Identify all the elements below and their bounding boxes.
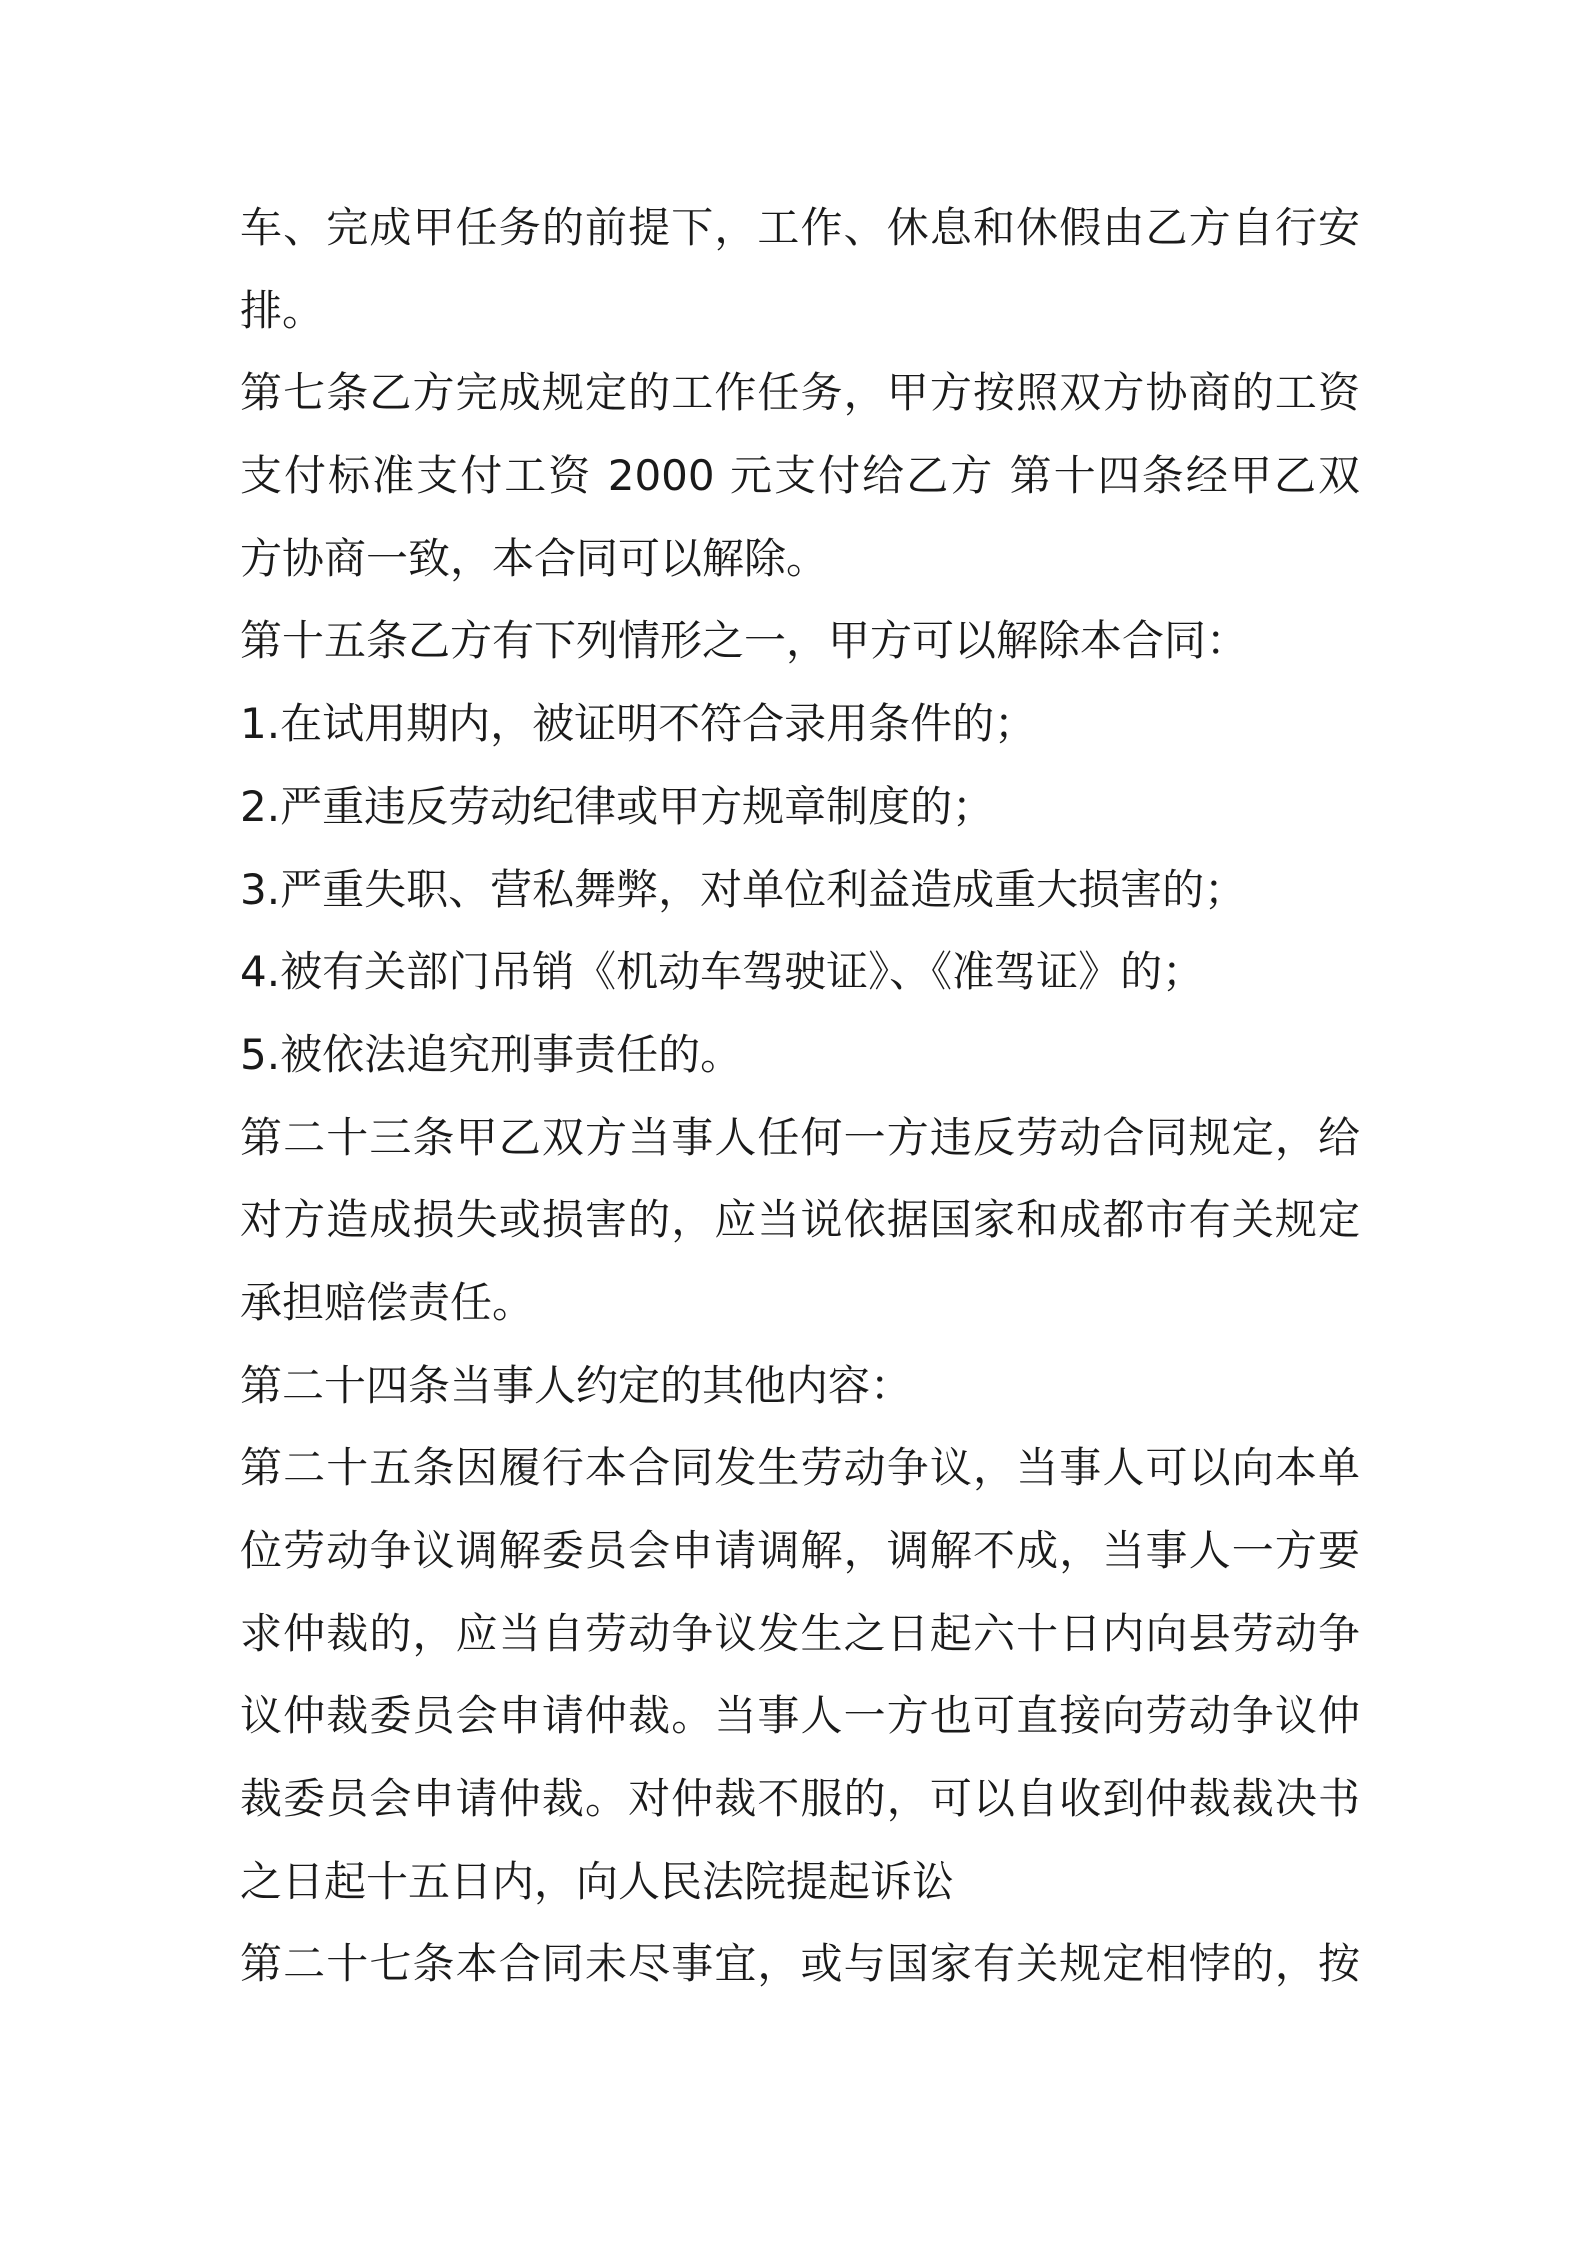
text-line: 位劳动争议调解委员会申请调解，调解不成，当事人一方要 bbox=[240, 1526, 1360, 1575]
text-line: 排。 bbox=[240, 285, 325, 335]
contract-text bbox=[240, 187, 1360, 2006]
text-line: 第二十五条因履行本合同发生劳动争议，当事人可以向本单 bbox=[240, 1443, 1360, 1493]
text-line: 车、完成甲任务的前提下，工作、休息和休假由乙方自行安 bbox=[240, 203, 1360, 252]
text-line: 2.严重违反劳动纪律或甲方规章制度的； bbox=[240, 781, 995, 831]
text-line: 之日起十五日内，向人民法院提起诉讼 bbox=[240, 1856, 955, 1906]
text-line: 1.在试用期内，被证明不符合录用条件的； bbox=[240, 699, 1037, 749]
text-line: 承担赔偿责任。 bbox=[240, 1277, 535, 1327]
text-line: 第七条乙方完成规定的工作任务，甲方按照双方协商的工资 bbox=[240, 368, 1360, 418]
text-line: 4.被有关部门吊销《机动车驾驶证》、《准驾证》的； bbox=[240, 947, 1205, 997]
text-line: 裁委员会申请仲裁。对仲裁不服的，可以自收到仲裁裁决书 bbox=[240, 1774, 1360, 1824]
text-line: 第二十三条甲乙双方当事人任何一方违反劳动合同规定，给 bbox=[240, 1112, 1360, 1162]
text-line: 议仲裁委员会申请仲裁。当事人一方也可直接向劳动争议仲 bbox=[240, 1691, 1360, 1741]
text-line: 对方造成损失或损害的，应当说依据国家和成都市有关规定 bbox=[240, 1195, 1360, 1245]
text-line: 方协商一致，本合同可以解除。 bbox=[240, 533, 829, 583]
text-line: 5.被依法追究刑事责任的。 bbox=[240, 1029, 743, 1079]
text-line: 求仲裁的，应当自劳动争议发生之日起六十日内向县劳动争 bbox=[240, 1608, 1360, 1658]
text-line: 第二十七条本合同未尽事宜，或与国家有关规定相悖的，按 bbox=[240, 1939, 1360, 1989]
text-line: 支付标准支付工资 2000 元支付给乙方 第十四条经甲乙双 bbox=[240, 451, 1360, 501]
text-line: 第十五条乙方有下列情形之一，甲方可以解除本合同： bbox=[240, 616, 1249, 666]
text-line: 第二十四条当事人约定的其他内容： bbox=[240, 1360, 913, 1410]
text-line: 3.严重失职、营私舞弊，对单位利益造成重大损害的； bbox=[240, 864, 1247, 914]
